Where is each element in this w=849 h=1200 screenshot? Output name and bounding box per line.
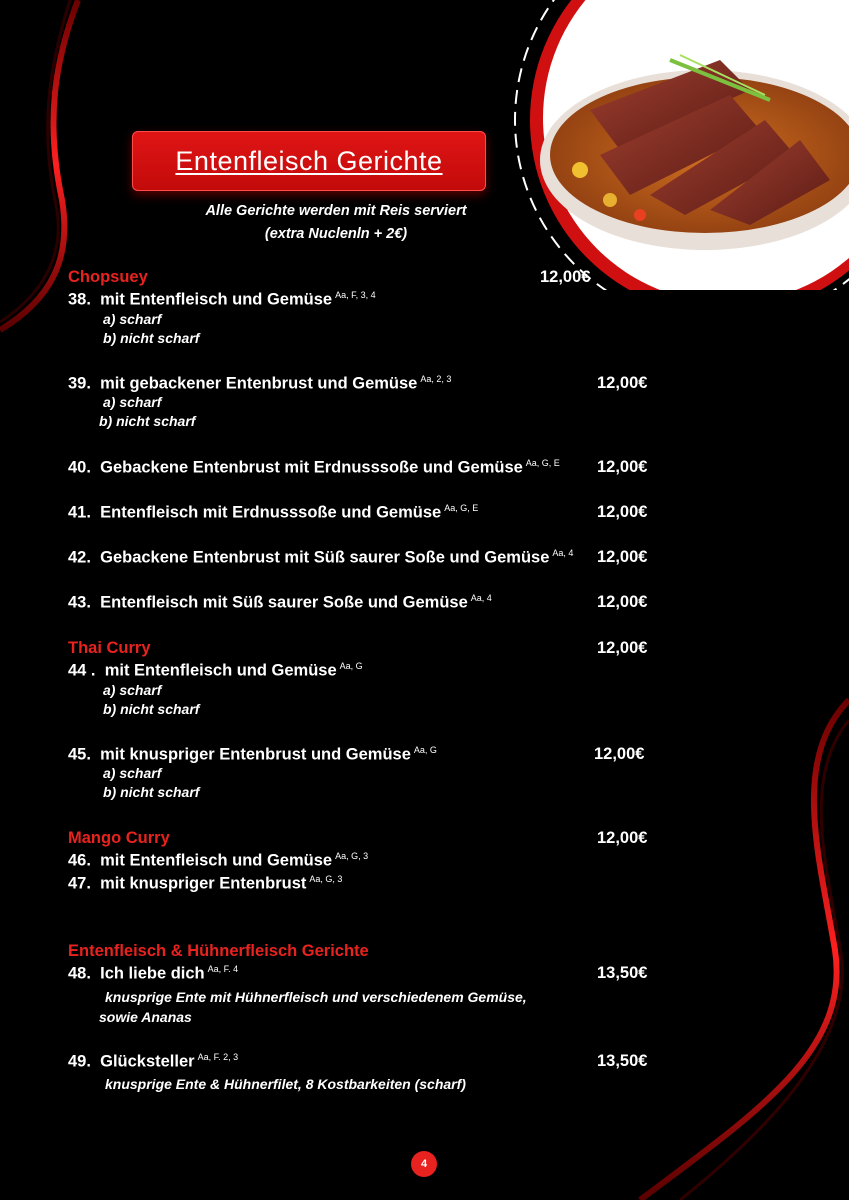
menu-item-48 [68,964,238,984]
section-price-chopsuey: 12,00€ [540,268,591,286]
allergen-codes: Aa, G [413,745,437,755]
section-title-mango-curry: Mango Curry [68,829,170,847]
item-price: 12,00€ [594,745,645,763]
section-title-chopsuey: Chopsuey [68,268,148,286]
item-number: 40. [68,458,91,477]
item-name: mit knuspriger Entenbrust [100,874,307,893]
page-title: Entenfleisch Gerichte [175,145,443,176]
title-banner [132,131,486,191]
item-price: 12,00€ [597,374,648,392]
allergen-codes: Aa, G, 3 [309,874,343,884]
menu-item-39 [68,374,451,394]
item-name: mit knuspriger Entenbrust und Gemüse [100,745,411,764]
menu-item-44 [68,661,363,681]
menu-item-40 [68,458,560,478]
item-number: 43. [68,593,91,612]
item-price: 12,00€ [597,458,648,476]
option-b: b) nicht scharf [103,701,200,717]
item-price: 12,00€ [597,548,648,566]
allergen-codes: Aa, G, E [444,503,479,513]
menu-item-41 [68,503,478,523]
item-name: mit Entenfleisch und Gemüse [100,290,333,309]
duck-dish-photo [510,0,849,290]
subtitle-line2: (extra Nuclenln + 2€) [264,226,408,242]
allergen-codes: Aa, 4 [470,593,492,603]
item-price: 12,00€ [597,593,648,611]
item-number: 48. [68,964,91,983]
section-title-ente-huhn: Entenfleisch & Hühnerfleisch Gerichte [68,942,369,960]
item-number: 41. [68,503,91,522]
item-price: 12,00€ [597,503,648,521]
allergen-codes: Aa, G, 3 [335,851,369,861]
menu-item-47 [68,874,342,894]
allergen-codes: Aa, F. 2, 3 [197,1052,239,1062]
page-number-badge: 4 [411,1151,437,1177]
item-number: 38. [68,290,91,309]
option-a: a) scharf [103,682,162,698]
menu-item-43 [68,593,492,613]
option-a: a) scharf [103,394,162,410]
section-title-thai-curry: Thai Curry [68,639,151,657]
menu-item-42 [68,548,573,568]
item-name: Entenfleisch mit Erdnusssoße und Gemüse [100,503,442,522]
allergen-codes: Aa, G [339,661,363,671]
option-b: b) nicht scharf [103,784,200,800]
allergen-codes: Aa, F. 4 [207,964,239,974]
subtitle-line1: Alle Gerichte werden mit Reis serviert [205,203,467,219]
item-price: 13,50€ [597,1052,648,1070]
menu-item-45 [68,745,437,765]
section-price-thai-curry: 12,00€ [597,639,648,657]
menu-item-38 [68,290,376,310]
allergen-codes: Aa, 2, 3 [420,374,452,384]
option-b: b) nicht scharf [99,413,196,429]
allergen-codes: Aa, 4 [552,548,574,558]
item-price: 13,50€ [597,964,648,982]
option-a: a) scharf [103,765,162,781]
item-name: Entenfleisch mit Süß saurer Soße und Gemüse [100,593,468,612]
item-name: Glücksteller [100,1052,195,1071]
menu-item-49 [68,1052,238,1072]
allergen-codes: Aa, F, 3, 4 [335,290,376,300]
item-number: 44 . [68,661,96,680]
menu-item-46 [68,851,368,871]
item-name: Gebackene Entenbrust mit Süß saurer Soße und Gemüse [100,548,550,567]
item-number: 46. [68,851,91,870]
item-name: Gebackene Entenbrust mit Erdnusssoße und Gemüse [100,458,523,477]
item-name: Ich liebe dich [100,964,205,983]
option-a: a) scharf [103,311,162,327]
item-number: 47. [68,874,91,893]
item-description: knusprige Ente & Hühnerfilet, 8 Kostbarkeiten (scharf) [105,1076,466,1092]
item-number: 42. [68,548,91,567]
item-description: sowie Ananas [99,1009,192,1025]
item-number: 39. [68,374,91,393]
item-name: mit Entenfleisch und Gemüse [104,661,337,680]
section-price-mango-curry: 12,00€ [597,829,648,847]
item-name: mit gebackener Entenbrust und Gemüse [100,374,418,393]
option-b: b) nicht scharf [103,330,200,346]
item-number: 49. [68,1052,91,1071]
item-number: 45. [68,745,91,764]
item-name: mit Entenfleisch und Gemüse [100,851,333,870]
item-description: knusprige Ente mit Hühnerfleisch und verschiedenem Gemüse, [105,989,527,1005]
allergen-codes: Aa, G, E [525,458,560,468]
